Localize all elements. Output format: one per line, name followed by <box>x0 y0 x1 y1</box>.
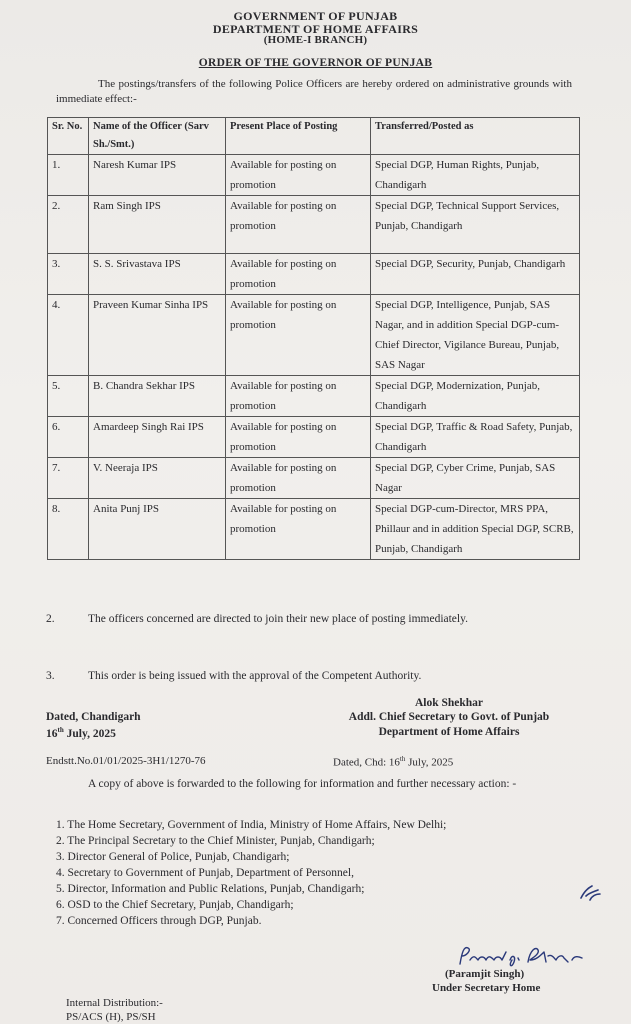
internal-distribution-label: Internal Distribution:- <box>66 997 163 1009</box>
header-sr-no: Sr. No. <box>48 118 89 155</box>
cell-present: Available for posting on promotion <box>226 254 371 295</box>
dated-place: Dated, Chandigarh <box>46 711 141 723</box>
cell-transferred: Special DGP, Intelligence, Punjab, SAS Nagar, and in addition Special DGP-cum-Chief Director, Vigilance Bureau, Punjab, SAS Nagar <box>371 295 580 376</box>
table-header-row <box>48 118 580 155</box>
under-secretary-designation: Under Secretary Home <box>432 982 541 994</box>
list-item: 6. OSD to the Chief Secretary, Punjab, Chandigarh; <box>56 899 294 911</box>
cell-transferred: Special DGP, Modernization, Punjab, Chandigarh <box>371 376 580 417</box>
cell-sr: 1. <box>48 155 89 196</box>
department-heading: DEPARTMENT OF HOME AFFAIRS <box>212 22 419 36</box>
postings-table <box>47 117 580 560</box>
cell-sr: 3. <box>48 254 89 295</box>
cell-sr: 4. <box>48 295 89 376</box>
cell-officer: Praveen Kumar Sinha IPS <box>89 295 226 376</box>
cell-present: Available for posting on promotion <box>226 155 371 196</box>
internal-distribution-line: PS/ACS (H), PS/SH <box>66 1011 156 1023</box>
list-item: 7. Concerned Officers through DGP, Punjab. <box>56 915 262 927</box>
paragraph-number: 3. <box>46 670 55 682</box>
table-row <box>48 295 580 376</box>
initials-mark-icon <box>578 882 602 904</box>
header-present-posting: Present Place of Posting <box>226 118 371 155</box>
table-row <box>48 458 580 499</box>
order-title: ORDER OF THE GOVERNOR OF PUNJAB <box>198 57 433 69</box>
cell-officer: Amardeep Singh Rai IPS <box>89 417 226 458</box>
paragraph-number: 2. <box>46 613 55 625</box>
cell-sr: 7. <box>48 458 89 499</box>
cell-present: Available for posting on promotion <box>226 417 371 458</box>
paragraph-text: The officers concerned are directed to join their new place of posting immediately. <box>88 613 468 625</box>
copy-forward-text: A copy of above is forwarded to the following for information and further necessary action: - <box>88 778 517 790</box>
dated-date <box>46 726 116 740</box>
list-item: 3. Director General of Police, Punjab, Chandigarh; <box>56 851 290 863</box>
cell-present: Available for posting on promotion <box>226 196 371 254</box>
endorsement-number: Endstt.No.01/01/2025-3H1/1270-76 <box>46 755 206 767</box>
cell-officer: Ram Singh IPS <box>89 196 226 254</box>
cell-transferred: Special DGP, Technical Support Services, Punjab, Chandigarh <box>371 196 580 254</box>
date-suffix: th <box>57 726 64 734</box>
table-row <box>48 196 580 254</box>
paragraph-text: This order is being issued with the approval of the Competent Authority. <box>88 670 422 682</box>
list-item: 4. Secretary to Government of Punjab, Department of Personnel, <box>56 867 354 879</box>
list-item: 5. Director, Information and Public Relations, Punjab, Chandigarh; <box>56 883 365 895</box>
list-item: 1. The Home Secretary, Government of India, Ministry of Home Affairs, New Delhi; <box>56 819 447 831</box>
gov-heading: GOVERNMENT OF PUNJAB <box>233 9 398 23</box>
cell-transferred: Special DGP, Security, Punjab, Chandigarh <box>371 254 580 295</box>
cell-officer: Anita Punj IPS <box>89 499 226 560</box>
cell-sr: 8. <box>48 499 89 560</box>
cell-officer: Naresh Kumar IPS <box>89 155 226 196</box>
date-rest: July, 2025 <box>63 727 116 740</box>
paragraph-2 <box>46 609 578 629</box>
cell-present: Available for posting on promotion <box>226 376 371 417</box>
signatory-department: Department of Home Affairs <box>378 726 520 738</box>
table-row <box>48 254 580 295</box>
header-transferred: Transferred/Posted as <box>371 118 580 155</box>
endorsement-date-rest: July, 2025 <box>405 756 454 769</box>
branch-heading: (HOME-I BRANCH) <box>263 34 368 46</box>
signatory-designation: Addl. Chief Secretary to Govt. of Punjab <box>348 711 550 723</box>
endorsement-date-prefix: Dated, Chd: 16 <box>333 756 400 769</box>
handwritten-signature <box>456 942 586 970</box>
header-officer-name: Name of the Officer (Sarv Sh./Smt.) <box>89 118 226 155</box>
table-row <box>48 376 580 417</box>
cell-officer: V. Neeraja IPS <box>89 458 226 499</box>
copy-recipients-list <box>56 817 446 929</box>
table-row <box>48 417 580 458</box>
cell-transferred: Special DGP-cum-Director, MRS PPA, Phillaur and in addition Special DGP, SCRB, Punjab, Chandigarh <box>371 499 580 560</box>
table-row <box>48 155 580 196</box>
date-day: 16 <box>46 727 58 740</box>
cell-officer: S. S. Srivastava IPS <box>89 254 226 295</box>
list-item: 2. The Principal Secretary to the Chief Minister, Punjab, Chandigarh; <box>56 835 375 847</box>
cell-officer: B. Chandra Sekhar IPS <box>89 376 226 417</box>
cell-present: Available for posting on promotion <box>226 458 371 499</box>
cell-transferred: Special DGP, Cyber Crime, Punjab, SAS Nagar <box>371 458 580 499</box>
cell-sr: 2. <box>48 196 89 254</box>
signatory-name: Alok Shekhar <box>414 697 484 709</box>
endorsement-date-suffix: th <box>399 755 406 763</box>
cell-transferred: Special DGP, Human Rights, Punjab, Chandigarh <box>371 155 580 196</box>
table-row <box>48 499 580 560</box>
cell-sr: 5. <box>48 376 89 417</box>
under-secretary-name: (Paramjit Singh) <box>445 968 525 980</box>
cell-present: Available for posting on promotion <box>226 499 371 560</box>
intro-paragraph: The postings/transfers of the following Police Officers are hereby ordered on administrative grounds with immediate effect:- <box>56 78 572 105</box>
cell-transferred: Special DGP, Traffic & Road Safety, Punjab, Chandigarh <box>371 417 580 458</box>
cell-present: Available for posting on promotion <box>226 295 371 376</box>
paragraph-3 <box>46 666 578 686</box>
endorsement-date <box>333 755 453 769</box>
cell-sr: 6. <box>48 417 89 458</box>
